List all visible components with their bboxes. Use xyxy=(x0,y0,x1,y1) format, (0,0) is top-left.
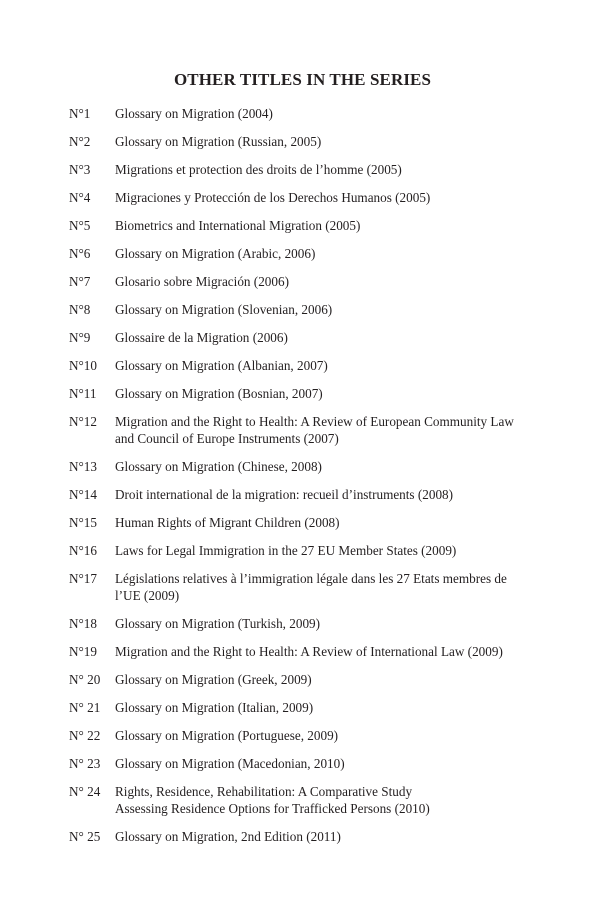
item-title: Glossary on Migration (Chinese, 2008) xyxy=(115,459,322,474)
item-title: Glossary on Migration (2004) xyxy=(115,106,273,121)
item-number: N°14 xyxy=(69,487,97,502)
item-number: N°9 xyxy=(69,330,91,345)
item-title: Biometrics and International Migration (2005) xyxy=(115,218,361,233)
item-title: Glossary on Migration (Macedonian, 2010) xyxy=(115,756,345,771)
item-number: N°13 xyxy=(69,459,97,474)
page-title: OTHER TITLES IN THE SERIES xyxy=(173,70,432,89)
item-number: N°15 xyxy=(69,515,97,530)
item-title: Glossary on Migration (Italian, 2009) xyxy=(115,700,314,715)
item-title: Human Rights of Migrant Children (2008) xyxy=(115,515,340,530)
item-title: Glossary on Migration (Slovenian, 2006) xyxy=(115,302,333,317)
item-title: Glossary on Migration (Bosnian, 2007) xyxy=(115,386,323,401)
item-title: Glosario sobre Migración (2006) xyxy=(115,274,289,289)
item-title: Glossary on Migration, 2nd Edition (2011) xyxy=(115,829,341,844)
item-number: N°3 xyxy=(69,162,91,177)
item-title: Glossary on Migration (Arabic, 2006) xyxy=(115,246,316,261)
item-number: N° 20 xyxy=(69,672,101,687)
item-title: Rights, Residence, Rehabilitation: A Comparative Study Assessing Residence Options for Trafficked Persons (2010) xyxy=(115,784,430,816)
item-title: Laws for Legal Immigration in the 27 EU Member States (2009) xyxy=(115,543,457,558)
item-title: Glossary on Migration (Albanian, 2007) xyxy=(115,358,328,373)
item-title: Droit international de la migration: recueil d’instruments (2008) xyxy=(115,487,454,502)
item-number: N° 25 xyxy=(69,829,101,844)
item-number: N°17 xyxy=(69,571,97,586)
item-title: Glossaire de la Migration (2006) xyxy=(115,330,288,345)
item-number: N°8 xyxy=(69,302,91,317)
item-title: Glossary on Migration (Turkish, 2009) xyxy=(115,616,321,631)
item-number: N° 24 xyxy=(69,784,101,799)
item-number: N°7 xyxy=(69,274,91,289)
item-number: N°1 xyxy=(69,106,91,121)
item-title: Migraciones y Protección de los Derechos Humanos (2005) xyxy=(115,190,431,205)
item-number: N°10 xyxy=(69,358,97,373)
item-number: N°16 xyxy=(69,543,97,558)
item-title: Législations relatives à l’immigration légale dans les 27 Etats membres de l’UE (2009) xyxy=(115,571,507,603)
item-title: Migration and the Right to Health: A Review of International Law (2009) xyxy=(115,644,503,659)
item-number: N°4 xyxy=(69,190,91,205)
item-number: N°5 xyxy=(69,218,91,233)
item-number: N° 21 xyxy=(69,700,101,715)
item-number: N° 23 xyxy=(69,756,101,771)
item-title: Glossary on Migration (Russian, 2005) xyxy=(115,134,322,149)
item-number: N°18 xyxy=(69,616,97,631)
item-number: N°12 xyxy=(69,414,97,429)
item-title: Glossary on Migration (Portuguese, 2009) xyxy=(115,728,339,743)
item-number: N° 22 xyxy=(69,728,101,743)
item-number: N°6 xyxy=(69,246,91,261)
item-title: Migration and the Right to Health: A Review of European Community Law and Council of Europe Instruments (2007) xyxy=(115,414,514,446)
item-title: Glossary on Migration (Greek, 2009) xyxy=(115,672,312,687)
item-number: N°11 xyxy=(69,386,97,401)
item-title: Migrations et protection des droits de l’homme (2005) xyxy=(115,162,402,177)
item-number: N°19 xyxy=(69,644,97,659)
item-number: N°2 xyxy=(69,134,91,149)
